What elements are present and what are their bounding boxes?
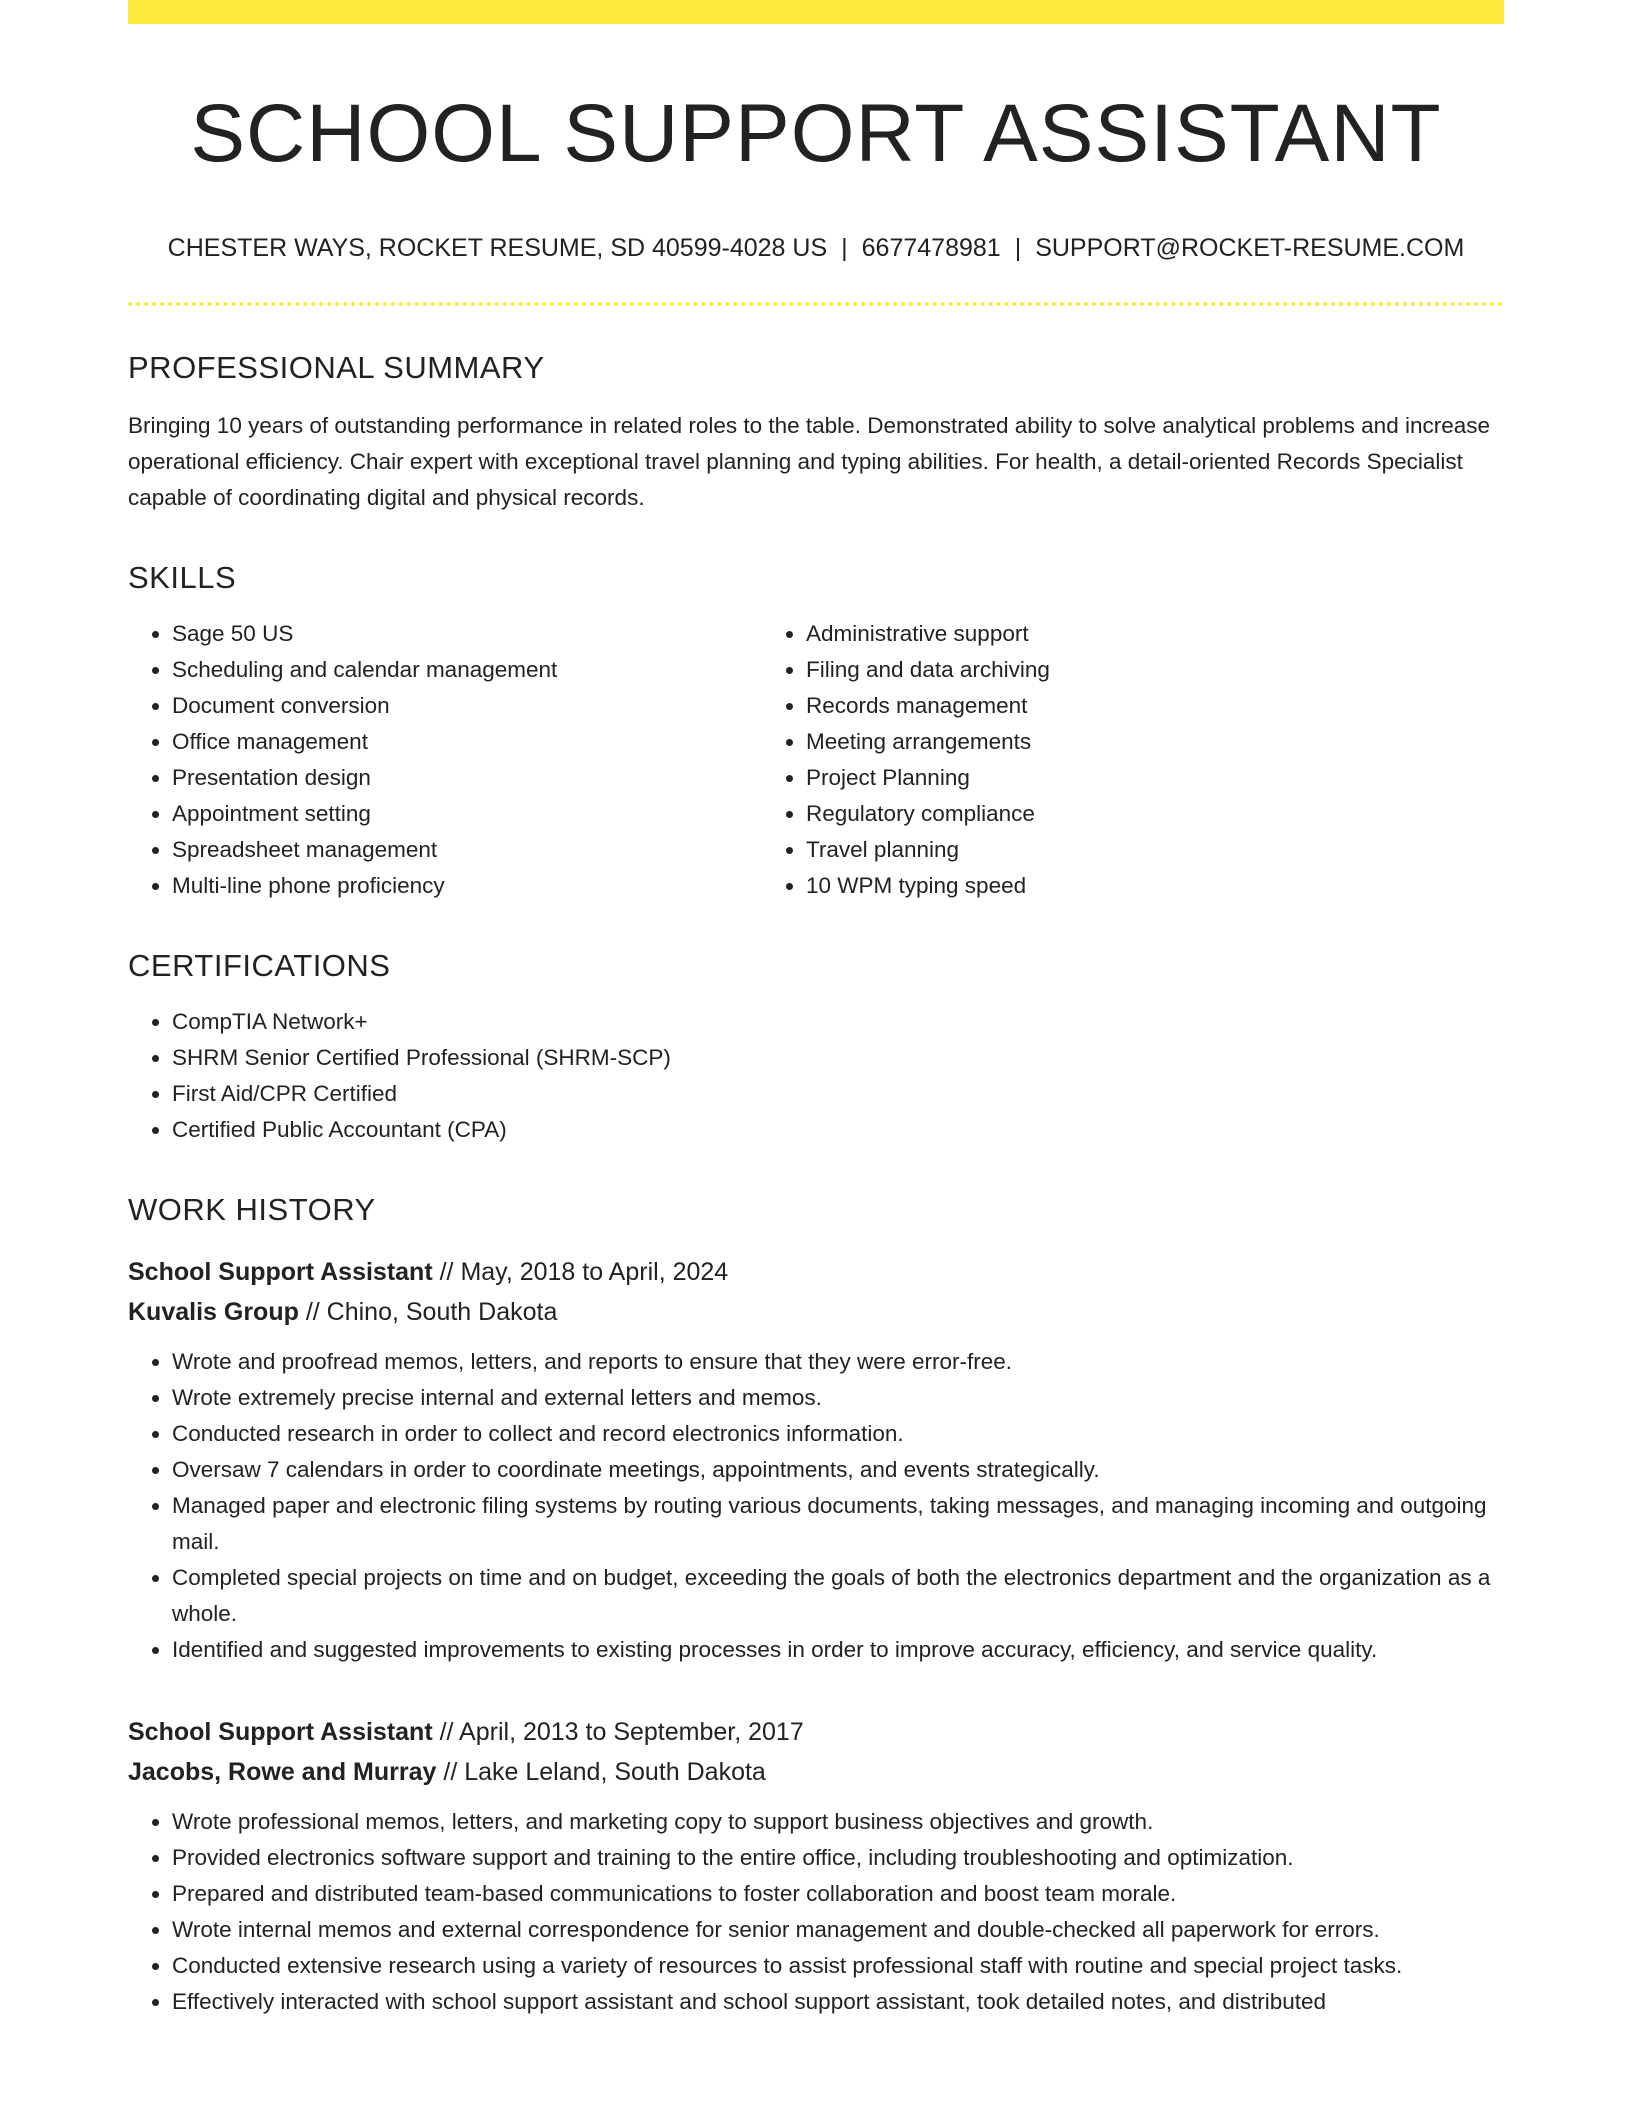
job-bullet: • Wrote internal memos and external correspondence for senior management and double-checked all paperwork for errors.	[172, 1912, 1504, 1948]
skill-item: • Sage 50 US	[172, 616, 806, 652]
job-company-line	[128, 1292, 1504, 1332]
job-title-line	[128, 1712, 1504, 1752]
contact-email: SUPPORT@ROCKET-RESUME.COM	[1035, 234, 1465, 262]
contact-address: CHESTER WAYS, ROCKET RESUME, SD 40599-4028 US	[167, 234, 828, 262]
job-bullet: • Managed paper and electronic filing systems by routing various documents, taking messages, and managing incoming and outgoing mail.	[172, 1488, 1504, 1560]
job-entry	[128, 1712, 1504, 2020]
job-bullet: • Prepared and distributed team-based communications to foster collaboration and boost team morale.	[172, 1876, 1504, 1912]
job-company: Jacobs, Rowe and Murray	[128, 1758, 437, 1786]
work-history-section	[128, 1192, 1504, 2020]
skills-columns	[128, 616, 1504, 904]
job-company-line	[128, 1752, 1504, 1792]
skill-item: • 10 WPM typing speed	[806, 868, 1484, 904]
accent-bar	[128, 0, 1504, 24]
job-location: // Lake Leland, South Dakota	[436, 1758, 766, 1786]
skills-list-right	[806, 616, 1484, 904]
job-bullet: • Completed special projects on time and on budget, exceeding the goals of both the electronics department and the organization as a whole.	[172, 1560, 1504, 1632]
skill-item: • Document conversion	[172, 688, 806, 724]
skill-item: • Presentation design	[172, 760, 806, 796]
job-bullet: • Oversaw 7 calendars in order to coordinate meetings, appointments, and events strategically.	[172, 1452, 1504, 1488]
skills-section	[128, 560, 1504, 904]
summary-heading: PROFESSIONAL SUMMARY	[128, 350, 545, 385]
certifications-section	[128, 948, 1504, 1148]
skill-item: • Meeting arrangements	[806, 724, 1484, 760]
skill-item: • Records management	[806, 688, 1484, 724]
skill-item: • Administrative support	[806, 616, 1484, 652]
job-bullet: • Provided electronics software support and training to the entire office, including troubleshooting and optimization.	[172, 1840, 1504, 1876]
summary-section	[128, 350, 1504, 516]
job-title: School Support Assistant	[128, 1258, 433, 1286]
certification-item: • Certified Public Accountant (CPA)	[172, 1112, 1504, 1148]
job-title: School Support Assistant	[128, 1718, 433, 1746]
skills-list-left	[128, 616, 806, 904]
skill-item: • Filing and data archiving	[806, 652, 1484, 688]
contact-line	[128, 232, 1504, 264]
job-entry	[128, 1252, 1504, 1668]
work-history-heading: WORK HISTORY	[128, 1192, 376, 1227]
skill-item: • Travel planning	[806, 832, 1484, 868]
skills-heading: SKILLS	[128, 560, 237, 595]
skill-item: • Multi-line phone proficiency	[172, 868, 806, 904]
skill-item: • Scheduling and calendar management	[172, 652, 806, 688]
certification-item: • First Aid/CPR Certified	[172, 1076, 1504, 1112]
candidate-name: SCHOOL SUPPORT ASSISTANT	[190, 88, 1442, 179]
job-bullet: • Conducted extensive research using a variety of resources to assist professional staff with routine and special project tasks.	[172, 1948, 1504, 1984]
job-bullet: • Wrote and proofread memos, letters, and reports to ensure that they were error-free.	[172, 1344, 1504, 1380]
job-bullet: • Effectively interacted with school support assistant and school support assistant, took detailed notes, and distributed	[172, 1984, 1504, 2020]
job-bullets	[128, 1344, 1504, 1668]
skill-item: • Office management	[172, 724, 806, 760]
skill-item: • Regulatory compliance	[806, 796, 1484, 832]
job-dates: // April, 2013 to September, 2017	[432, 1718, 804, 1746]
job-location: // Chino, South Dakota	[298, 1298, 558, 1326]
contact-separator: |	[841, 234, 848, 262]
certifications-list	[128, 1004, 1504, 1148]
contact-separator: |	[1014, 234, 1022, 262]
resume-content	[128, 24, 1504, 2020]
certifications-heading: CERTIFICATIONS	[128, 948, 391, 983]
summary-text: Bringing 10 years of outstanding performance in related roles to the table. Demonstrated ability to solve analytical problems and increase operational efficiency. Chair expert with exceptional travel planning and typing abilities. For health, a detail-oriented Records Specialist capable of coordinating digital and physical records.	[128, 413, 1491, 510]
dotted-divider	[128, 302, 1504, 306]
skill-item: • Project Planning	[806, 760, 1484, 796]
job-dates: // May, 2018 to April, 2024	[432, 1258, 729, 1286]
job-company: Kuvalis Group	[128, 1298, 299, 1326]
contact-phone: 6677478981	[861, 234, 1001, 262]
job-bullet: • Conducted research in order to collect and record electronics information.	[172, 1416, 1504, 1452]
job-bullet: • Wrote professional memos, letters, and marketing copy to support business objectives and growth.	[172, 1804, 1504, 1840]
skill-item: • Spreadsheet management	[172, 832, 806, 868]
job-title-line	[128, 1252, 1504, 1292]
job-bullet: • Wrote extremely precise internal and external letters and memos.	[172, 1380, 1504, 1416]
certification-item: • SHRM Senior Certified Professional (SHRM-SCP)	[172, 1040, 1504, 1076]
job-bullet: • Identified and suggested improvements to existing processes in order to improve accuracy, efficiency, and service quality.	[172, 1632, 1504, 1668]
certification-item: • CompTIA Network+	[172, 1004, 1504, 1040]
job-bullets	[128, 1804, 1504, 2020]
skill-item: • Appointment setting	[172, 796, 806, 832]
